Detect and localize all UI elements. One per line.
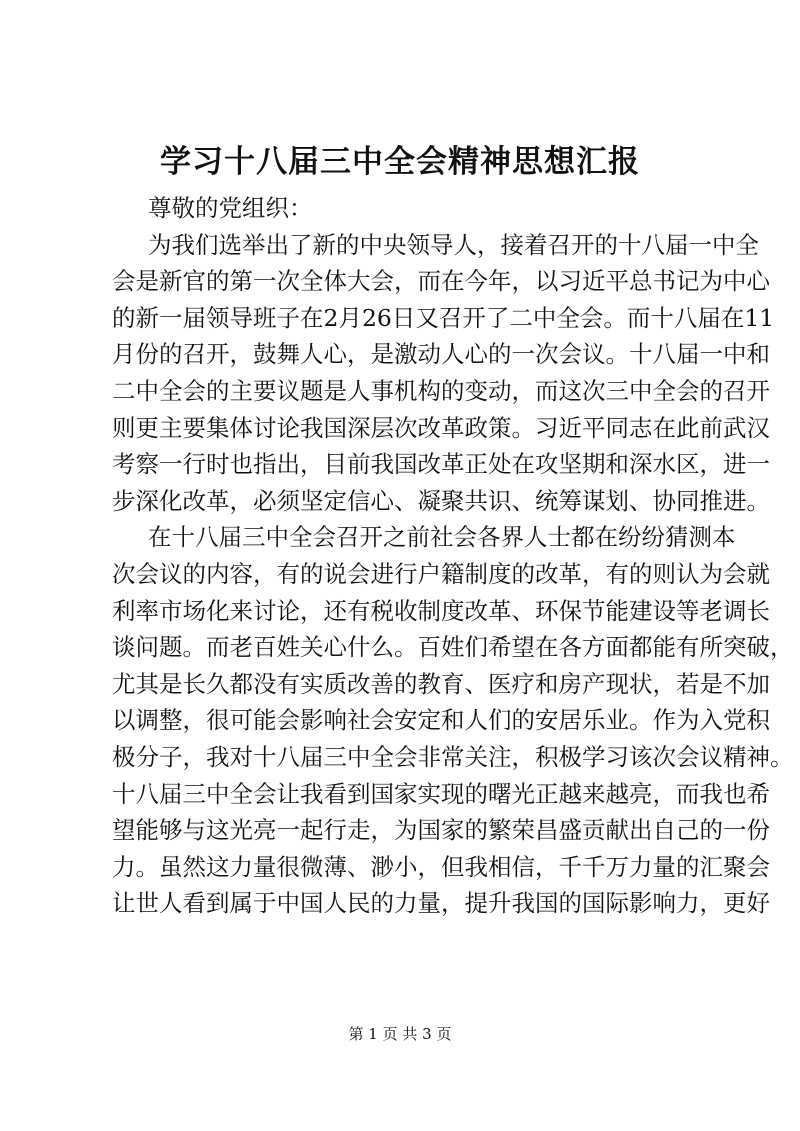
text-line: 月份的召开，鼓舞人心，是激动人心的一次会议。十八届一中和 [112,340,770,369]
text-line: 尤其是长久都没有实质改善的教育、医疗和房产现状，若是不加 [112,669,770,698]
text-line: 则更主要集体讨论我国深层次改革政策。习近平同志在此前武汉 [112,413,770,442]
text-line: 让世人看到属于中国人民的力量，提升我国的国际影响力，更好 [112,889,770,918]
paragraph-lines [112,227,794,922]
text-line: 极分子，我对十八届三中全会非常关注，积极学习该次会议精神。 [112,742,794,771]
text-line: 次会议的内容，有的说会进行户籍制度的改革，有的则认为会就 [112,559,770,588]
text-line: 在十八届三中全会召开之前社会各界人士都在纷纷猜测本 [148,523,736,552]
text-line: 力。虽然这力量很微薄、渺小，但我相信，千千万力量的汇聚会 [112,852,770,881]
text-line: 会是新官的第一次全体大会，而在今年，以习近平总书记为中心 [112,267,770,296]
document-title: 学习十八届三中全会精神思想汇报 [160,144,640,180]
salutation: 尊敬的党组织： [148,194,313,222]
document-body [112,190,794,922]
text-line: 以调整，很可能会影响社会安定和人们的安居乐业。作为入党积 [112,706,770,735]
text-line: 谈问题。而老百姓关心什么。百姓们希望在各方面都能有所突破， [112,633,794,662]
text-line: 十八届三中全会让我看到国家实现的曙光正越来越亮，而我也希 [112,779,770,808]
text-line: 的新一届领导班子在2月26日又召开了二中全会。而十八届在11 [112,303,775,332]
text-line: 步深化改革，必须坚定信心、凝聚共识、统筹谋划、协同推进。 [112,486,770,515]
text-line: 二中全会的主要议题是人事机构的变动，而这次三中全会的召开 [112,376,770,405]
text-line: 利率市场化来讨论，还有税收制度改革、环保节能建设等老调长 [112,596,770,625]
text-line: 考察一行时也指出，目前我国改革正处在攻坚期和深水区，进一 [112,450,770,479]
page-footer: 第 1 页 共 3 页 [348,1025,452,1043]
text-line: 望能够与这光亮一起行走，为国家的繁荣昌盛贡献出自己的一份 [112,816,770,845]
text-line: 为我们选举出了新的中央领导人，接着召开的十八届一中全 [148,230,759,259]
